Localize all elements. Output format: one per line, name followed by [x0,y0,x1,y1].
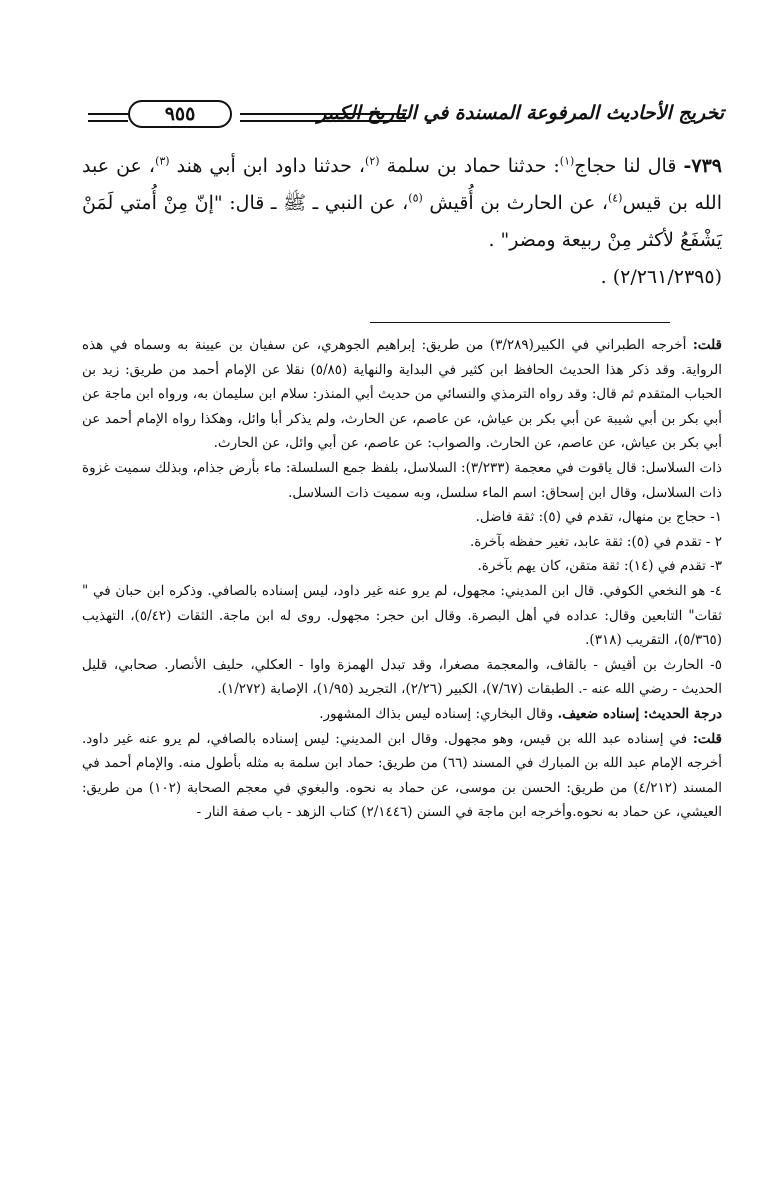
page-number-rule [88,113,128,122]
page-header [88,100,724,134]
grade-label: درجة الحديث: [643,705,722,722]
footnote-marker[interactable]: (١) [559,154,575,168]
hadith-text [82,148,722,296]
footnote-item: ١- حجاج بن منهال، تقدم في (٥): ثقة فاضل. [475,509,722,526]
footnotes-section [82,333,722,825]
footnote-marker[interactable]: (٢) [365,154,380,168]
footnote-divider [370,322,670,323]
footnote-item: ٥- الحارث بن أقيش - بالقاف، والمعجمة مصغرا، وقد تبدل الهمزة واوا - العكلي، حليف الأنصار. صحابي، قليل الحديث - رضي الله عنه -. الطبقات (٧/٦٧)، الكبير (٢/٢٦)، التجريد (١/٩٥)، الإصابة (١/٢٧٢). [82,656,722,698]
note-text: في إسناده عبد الله بن قيس، وهو مجهول. وقال ابن المديني: ليس إسناده بالصافي، لم يرو عنه غير داود. أخرجه الإمام عبد الله بن المبارك في المسند (٦٦) من طريق: حماد ابن سلمة به مثله بأطول منه. والإمام أحمد في المسند (٤/٢١٢) من طريق: الحسن بن موسى، عن حماد به نحوه. والبغوي في معجم الصحابة (١٠٢) من طريق: العيشي، عن حماد به نحوه.وأخرجه ابن ماجة في السنن (٢/١٤٤٦) كتاب الزهد - باب صفة النار - [82,730,722,821]
hadith-segment: ، حدثنا داود ابن أبي هند [176,155,366,177]
hadith-segment: قال لنا حجاج [574,155,677,177]
note-paragraph: ذات السلاسل: قال ياقوت في معجمة (٣/٢٣٣): السلاسل، بلفظ جمع السلسلة: ماء بأرض جذام، وبذلك سميت غزوة ذات السلاسل، وقال ابن إسحاق: اسم الماء سلسل، وبه سميت ذات السلاسل. [82,459,723,501]
hadith-segment: ، عن الحارث بن أُقيش [429,192,608,214]
book-title: تخريج الأحاديث المرفوعة المسندة في التاريخ الكبير [317,102,724,124]
hadith-number: ٧٣٩- [683,155,722,177]
note-paragraph [82,727,722,825]
footnote-item: ٤- هو النخعي الكوفي. قال ابن المديني: مجهول، لم يرو عنه غير داود، ليس إسناده بالصافي. وذكره ابن حبان في " ثقات" التابعين وقال: عداده في أهل البصرة. وقال ابن حجر: مجهول. روى له ابن ماجة. الثقات (٥/٤٢)، التهذيب (٥/٣٦٥)، التقريب (٣١٨). [82,582,722,649]
qult-label: قلت: [692,730,722,747]
hadith-segment: ، عن عبد الله بن قيس [82,155,722,214]
note-text: أخرجه الطبراني في الكبير(٣/٢٨٩) من طريق: إبراهيم الجوهري، عن سفيان بن عيينة به وسماه في هذه الرواية. وقد ذكر هذا الحديث الحافظ ابن كثير في البداية والنهاية (٥/٨٥) نقلا عن الإمام أحمد من طريق: زيد بن الحباب المتقدم ثم قال: وقد رواه الترمذي والنسائي من حديث أبي المنذر: سلام ابن سليمان به، ورواه ابن ماجة عن أبي بكر بن أبي شيبة عن أبي بكر بن عياش، عن عاصم، عن الحارث، ولم يذكر أبا وائل، وهكذا رواه الإمام أحمد عن أبي بكر بن عياش، عن عاصم، عن الحارث. والصواب: عن عاصم، عن أبي وائل، عن الحارث. [82,337,722,452]
grade-text: وقال البخاري: إسناده ليس بذاك المشهور. [319,705,554,722]
footnote-marker[interactable]: (٤) [607,191,623,205]
hadith-grade [82,702,722,727]
footnote-item: ٣- تقدم في (١٤): ثقة متقن، كان يهم بآخرة. [477,558,722,575]
hadith-reference: (٢/٢٦١/٢٣٩٥) . [600,266,722,288]
footnote-marker[interactable]: (٣) [155,154,170,168]
qult-label: قلت: [692,337,722,353]
grade-value: إسناده ضعيف. [557,705,640,722]
hadith-segment: ، عن النبي ـ ﷺ ـ قال: "إنّ مِنْ أُمتي لَمَنْ يَشْفَعُ لأكثر مِنْ ربيعة ومضر" . [82,192,722,251]
hadith-segment: : حدثنا حماد بن سلمة [386,155,560,177]
page-number: ٩٥٥ [128,100,232,128]
note-paragraph [82,333,722,456]
footnote-item: ٢ - تقدم في (٥): ثقة عابد، تغير حفظه بآخرة. [469,533,722,550]
footnote-marker[interactable]: (٥) [408,191,423,205]
header-rule [240,113,406,122]
